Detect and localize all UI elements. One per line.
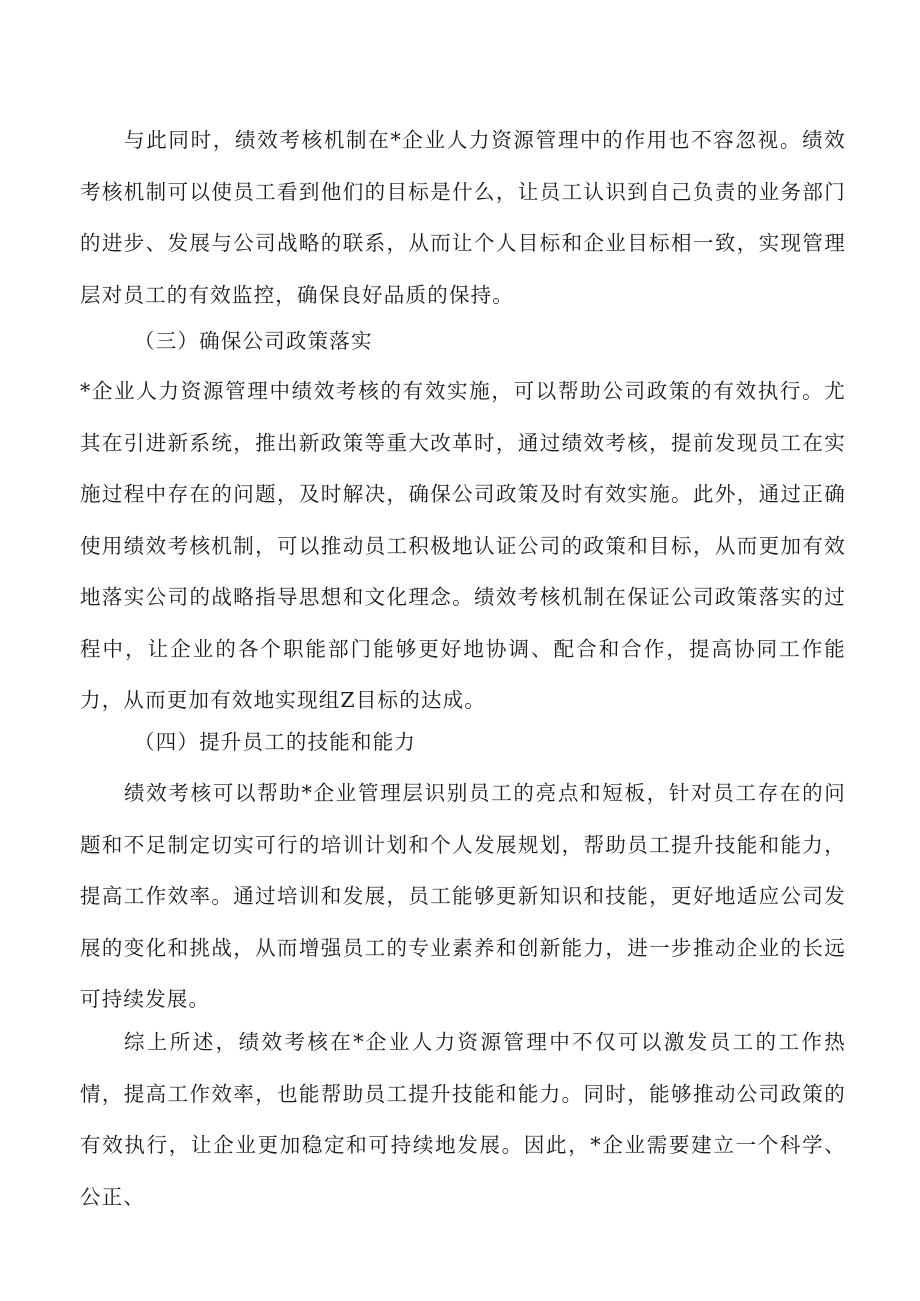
paragraph-policy-implementation: *企业人力资源管理中绩效考核的有效实施，可以帮助公司政策的有效执行。尤其在引进新系统，推出新政策等重大改革时，通过绩效考核，提前发现员工在实施过程中存在的问题，及时解决，确保公司政策及时有效实施。此外，通过正确使用绩效考核机制，可以推动员工积极地认证公司的政策和目标，从而更加有效地落实公司的战略指导思想和文化理念。绩效考核机制在保证公司政策落实的过程中，让企业的各个职能部门能够更好地协调、配合和合作，提高协同工作能力，从而更加有效地实现组Z目标的达成。 <box>80 379 846 712</box>
paragraph-summary: 综上所述，绩效考核在*企业人力资源管理中不仅可以激发员工的工作热情，提高工作效率，也能帮助员工提升技能和能力。同时，能够推动公司政策的有效执行，让企业更加稳定和可持续地发展。因此，*企业需要建立一个科学、公正、 <box>80 1030 846 1209</box>
section-heading-policy-implementation: （三）确保公司政策落实 <box>134 329 373 353</box>
section-heading-skills-improvement: （四）提升员工的技能和能力 <box>134 730 417 754</box>
paragraph-skills-improvement: 绩效考核可以帮助*企业管理层识别员工的亮点和短板，针对员工存在的问题和不足制定切实可行的培训计划和个人发展规划，帮助员工提升技能和能力，提高工作效率。通过培训和发展，员工能够更新知识和技能，更好地适应公司发展的变化和挑战，从而增强员工的专业素养和创新能力，进一步推动企业的长远可持续发展。 <box>80 781 846 1011</box>
paragraph-performance-mechanism: 与此同时，绩效考核机制在*企业人力资源管理中的作用也不容忽视。绩效考核机制可以使员工看到他们的目标是什么，让员工认识到自己负责的业务部门的进步、发展与公司战略的联系，从而让个人目标和企业目标相一致，实现管理层对员工的有效监控，确保良好品质的保持。 <box>80 128 846 307</box>
